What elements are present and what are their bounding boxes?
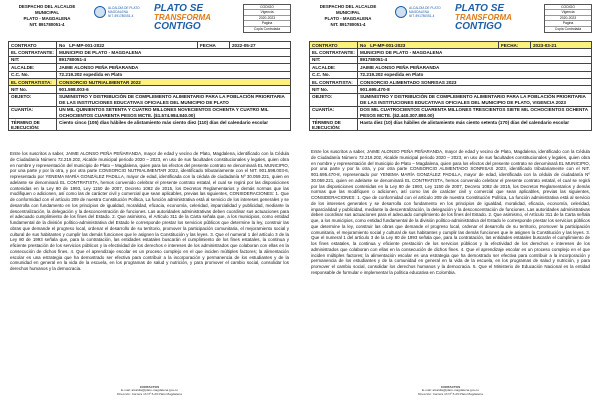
slogan-line-3: CONTIGO [455, 21, 502, 32]
office-line: NIT. 891780051-4 [330, 22, 366, 27]
office-line: MUNICIPAL [335, 10, 361, 15]
contract-date: 2022-05-27 [232, 42, 256, 48]
contract-number: LP-MP-001-2023 [368, 42, 499, 48]
office-line: DESPACHO DEL ALCALDE [18, 4, 76, 9]
document-code-box [544, 4, 592, 33]
contractor-name: CONSORCIO ALIMENTADO SONRISAS 2023 [358, 79, 592, 85]
execution-term: Hasta diez (10) días hábiles de alistamiento más ciento setenta (170) días del calendario escolar [358, 119, 592, 130]
contract-table [309, 41, 592, 131]
contractor-party-label: EL CONTRATISTA: [310, 79, 358, 85]
execution-term: Ciento cinco (105) días hábiles de alistamiento más ciento diez (110) días del calendario escolar [57, 119, 291, 130]
amount-label: CUANTÍA: [310, 107, 358, 119]
body-paragraph: Entre los suscritos a saber, JAIME ALONSO PEÑA PEÑARANDA, mayor de edad y vecino de Plato, Magdalena, identificado con la Cédula de Ciudadanía Número 72.219.202, Alcalde municipal periodo 2020 – 2023, en uso de sus facultades constitucionales y legales, quien obra en nombre y representación del municipio de Plato – Magdalena, quien para los efectos del presente contrato se denominará EL MUNICIPIO, por una parte y por la otra, y por otra parte CONSORCIO NUTRIALIMENTAR 2022, identificado tributariamente con el NIT. 901.598.003-6, representado por YENEMA MARÍA GONZÁLEZ PADILLA, mayor de edad, identificada con la cédula de ciudadanía Nº 30.059.221, quien en adelante se denominará EL CONTRATISTA, hemos convenido celebrar el presente contrato estatal, el cual se regirá por las disposiciones contenidas en la Ley 80 de 1993, Ley 1150 de 2007, Decreto 1082 de 2015, los Decretos Reglamentarios y demás normas que las modifiquen o adicionen, así como las de carácter civil y comercial que sean aplicables, previas las siguientes, CONSIDERACIONES: 1. Que de conformidad con el artículo 209 de nuestra Constitución Política, La función administrativa está al servicio de los intereses generales y se desarrolla con fundamento en los principios de igualdad, moralidad, eficacia, economía, celeridad, imparcialidad y publicidad, mediante la descentralización, la delegación y la desconcentración de funciones. Las autoridades administrativas deben coordinar sus actuaciones para el adecuado cumplimiento de los fines del Estado. 2. Que asimismo, el Artículo 311 de la Carta señala que, a los municipios, como entidad fundamental de la división político-administrativa del Estado le corresponde prestar los servicios públicos que determine la ley, construir las obras que demande el progreso local, ordenar el desarrollo de su territorio, promover la participación comunitaria, el mejoramiento social y cultural de sus habitantes y cumplir las demás funciones que le asignen la Constitución y las leyes. 3. Que el numeral 1 del artículo 3 de la Ley 80 de 1993 señala que, para la contratación, las entidades estatales buscarán el cumplimiento de los fines estatales, la continua y eficiente prestación de los servicios públicos y la efectividad de los derechos e intereses de los administrados que colaboran con ellas en la consecución de dichos fines. 4. Que el aprendizaje escolar es un proceso complejo en el que inciden múltiples factores; la alimentación escolar es una estrategia que ha demostrado ser efectiva para contribuir a la incorporación y permanencia de los estudiantes y de la comunidad en general en la vida de la escuela, en los programas de salud y nutrición, y para promover el cambio social, consolidar los derechos humanos y la democracia. [10, 151, 289, 271]
nit-label: NIT: [9, 57, 57, 63]
page-footer [303, 386, 598, 397]
contract-body [10, 151, 289, 272]
mayor-id: 72.219.202 expedida en Plato [57, 72, 291, 78]
contractor-name: CONSORCIO NUTRIALIMENTAR 2022 [57, 79, 291, 85]
contract-no-key: No [360, 42, 367, 48]
office-line: PLATO - MAGDALENA [324, 16, 372, 21]
office-line: NIT. 891780051-4 [29, 22, 65, 27]
code-row: Vigencia [545, 10, 591, 15]
code-row: CODIGO [244, 5, 290, 10]
alcaldia-logo-text [108, 6, 152, 18]
code-row: Pagina [244, 21, 290, 26]
code-row: Copia Controlada [554, 26, 582, 31]
municipal-seal-icon [94, 6, 106, 18]
document-code-box [243, 4, 291, 33]
contract-number-row [310, 42, 592, 49]
contract-label: CONTRATO [9, 42, 57, 48]
code-row: CODIGO [545, 5, 591, 10]
contractor-nit: 901.695.470-8 [358, 86, 592, 92]
contractor-label: EL CONTRATANTE: [310, 49, 358, 55]
contract-table [8, 41, 291, 131]
body-paragraph: Entre los suscritos a saber, JAIME ALONSO PEÑA PEÑARANDA, mayor de edad y vecino de Plato, Magdalena, identificado con la Cédula de Ciudadanía Número 72.219.202, Alcalde municipal periodo 2020 – 2023, en uso de sus facultades constitucionales y legales, quien obra en nombre y representación del municipio de Plato – Magdalena, quien para los efectos del presente contrato se denominará EL MUNICIPIO, por una parte y por la otra, y por otra parte CONSORCIO ALIMENTADO SONRISAS 2023, identificado tributariamente con el NIT. 901.695.470-8, representado por YENEMA MARÍA GONZÁLEZ PADILLA, mayor de edad, identificada con la cédula de ciudadanía Nº 30.059.221, quien en adelante se denominará EL CONTRATISTA, hemos convenido celebrar el presente contrato estatal, el cual se regirá por las disposiciones contenidas en la Ley 80 de 1993, Ley 1150 de 2007, Decreto 1082 de 2015, los Decretos Reglamentarios y demás normas que las modifiquen o adicionen, así como las de carácter civil y comercial que sean aplicables, previas las siguientes, CONSIDERACIONES: 1. Que de conformidad con el artículo 209 de nuestra Constitución Política, La función administrativa está al servicio de los intereses generales y se desarrolla con fundamento en los principios de igualdad, moralidad, eficacia, economía, celeridad, imparcialidad y publicidad, mediante la descentralización, la delegación y la desconcentración de funciones. Las autoridades administrativas deben coordinar sus actuaciones para el adecuado cumplimiento de los fines del Estado. 2. Que asimismo, el Artículo 311 de la Carta señala que, a los municipios, como entidad fundamental de la división político-administrativa del Estado le corresponde prestar los servicios públicos que determine la ley, construir las obras que demande el progreso local, ordenar el desarrollo de su territorio, promover la participación comunitaria, el mejoramiento social y cultural de sus habitantes y cumplir las demás funciones que le asignen la Constitución y las leyes. 3. Que el numeral 1 del artículo 3 de la Ley 80 de 1993 señala que, para la contratación, las entidades estatales buscarán el cumplimiento de los fines estatales, la continua y eficiente prestación de los servicios públicos y la efectividad de los derechos e intereses de los administrados que colaboran con ellas en la consecución de dichos fines. 4. Que el aprendizaje escolar es un proceso complejo en el que inciden múltiples factores; la alimentación escolar es una estrategia que ha demostrado ser efectiva para contribuir a la incorporación y permanencia de los estudiantes y de la comunidad en general en la vida de la escuela, en los programas de salud y nutrición, y para promover el cambio social, consolidar los derechos humanos y la democracia. 5. Que el Ministerio de Educación Nacional es la entidad responsable de formular e implementar la política educativa en Colombia. [311, 149, 590, 275]
contract-date: 2023-03-21 [533, 42, 557, 48]
code-row: Vigencia [244, 10, 290, 15]
footer-line: E-mail: alcaldia@plato-magdalena.gov.co [422, 388, 479, 393]
mayor-name: JAIME ALONSO PEÑA PEÑARANDA [358, 64, 592, 70]
document-page-2022 [2, 0, 297, 400]
municipality-nit: 891780051-4 [57, 57, 291, 63]
contract-number-row [9, 42, 291, 49]
municipal-seal-icon [395, 6, 407, 18]
page-header [309, 3, 592, 33]
contract-object: SUMINISTRO Y DISTRIBUCIÓN DE COMPLEMENTO ALIMENTARIO PARA LA POBLACIÓN PRIORITARIA DE LAS INSTITUCIONES EDUCATIVAS OFICIALES DEL MUNICIPIO DE PLATO [57, 94, 291, 106]
office-block [8, 4, 86, 28]
contracting-party: MUNICIPIO DE PLATO - MAGDALENA [358, 49, 592, 55]
slogan-logo [455, 4, 533, 31]
amount-label: CUANTÍA: [9, 107, 57, 119]
contract-object: SUMINISTRO Y DISTRIBUCIÓN DE COMPLEMENTO ALIMENTARIO PARA LA POBLACIÓN PRIORITARIA DE LAS INSTITUCIONES EDUCATIVAS OFICIALES DEL MUNICIPIO DE PLATO, VIGENCIA 2023 [358, 94, 592, 106]
municipality-nit: 891780051-4 [358, 57, 592, 63]
office-line: MUNICIPAL [34, 10, 60, 15]
slogan-line-2: TRANSFORMA [455, 13, 512, 22]
alcaldia-line: NIT. 891780051-4 [409, 14, 435, 18]
alcaldia-line: ALCALDÍA DE PLATO [409, 6, 441, 10]
page-header [8, 3, 291, 33]
code-row: 2020-2023 [244, 16, 290, 21]
contract-label: CONTRATO [310, 42, 358, 48]
id-label: C.C. No. [310, 72, 358, 78]
contract-body [311, 149, 590, 276]
slogan-logo [154, 4, 232, 31]
code-row: 2020-2023 [545, 16, 591, 21]
id-label: C.C. No. [9, 72, 57, 78]
slogan-line-3: CONTIGO [154, 21, 201, 32]
date-label: FECHA [198, 42, 230, 48]
nit-label: NIT: [310, 57, 358, 63]
code-row: Pagina [545, 21, 591, 26]
contracting-party: MUNICIPIO DE PLATO - MAGDALENA [57, 49, 291, 55]
footer-title: CONTACTOS [440, 384, 461, 389]
contract-amount: UN MIL QUINIENTOS SETENTA Y CUATRO MILLONES NOVECIENTOS OCHENTA Y CUATRO MIL OCHOCIENTOS CUARENTA PESOS MCTE. ($1.574.984.840.00) [57, 107, 291, 119]
alcaldia-logo-text [409, 6, 453, 18]
contractor-party-label: EL CONTRATISTA: [9, 79, 57, 85]
office-line: PLATO - MAGDALENA [23, 16, 71, 21]
page-footer [2, 386, 297, 397]
code-row: Copia Controlada [253, 26, 281, 31]
slogan-line-2: TRANSFORMA [154, 13, 211, 22]
contract-amount: DOS MIL CUATROCIENTOS CUARENTA MILLONES TRESCIENTOS SIETE MIL OCHOCIENTOS OCHENTA PESOS MCTE. ($2.440.307.880.00) [358, 107, 592, 119]
contractor-nit: 901.598.003-6 [57, 86, 291, 92]
term-label: TÉRMINO DE EJECUCIÓN: [9, 119, 57, 130]
mayor-label: ALCALDE: [9, 64, 57, 70]
slogan-line-1: PLATO SE [455, 3, 505, 14]
slogan-line-1: PLATO SE [154, 3, 204, 14]
alcaldia-line: NIT. 891780051-4 [108, 14, 134, 18]
alcaldia-line: ALCALDÍA DE PLATO [108, 6, 140, 10]
office-block [309, 4, 387, 28]
mayor-label: ALCALDE: [310, 64, 358, 70]
term-label: TÉRMINO DE EJECUCIÓN: [310, 119, 358, 130]
contract-no-key: No [59, 42, 66, 48]
contract-number: LP-MP-001-2022 [67, 42, 198, 48]
footer-title: CONTACTOS [139, 384, 160, 389]
nit-label: NIT No. [9, 86, 57, 92]
date-label: FECHA: [499, 42, 531, 48]
alcaldia-line: MAGDALENA [409, 10, 430, 14]
nit-label: NIT No. [310, 86, 358, 92]
object-label: OBJETO: [310, 94, 358, 106]
mayor-name: JAIME ALONSO PEÑA PEÑARANDA [57, 64, 291, 70]
document-page-2023 [303, 0, 598, 400]
mayor-id: 72.219.202 expedida en Plato [358, 72, 592, 78]
footer-line: Dirección: Carrera 13 Nº 5-29 Plato Magdalena [418, 392, 483, 397]
contractor-label: EL CONTRATANTE: [9, 49, 57, 55]
footer-line: Dirección: Carrera 13 Nº 5-29 Plato Magdalena [117, 392, 182, 397]
footer-line: E-mail: alcaldia@plato-magdalena.gov.co [121, 388, 178, 393]
office-line: DESPACHO DEL ALCALDE [319, 4, 377, 9]
object-label: OBJETO: [9, 94, 57, 106]
alcaldia-line: MAGDALENA [108, 10, 129, 14]
